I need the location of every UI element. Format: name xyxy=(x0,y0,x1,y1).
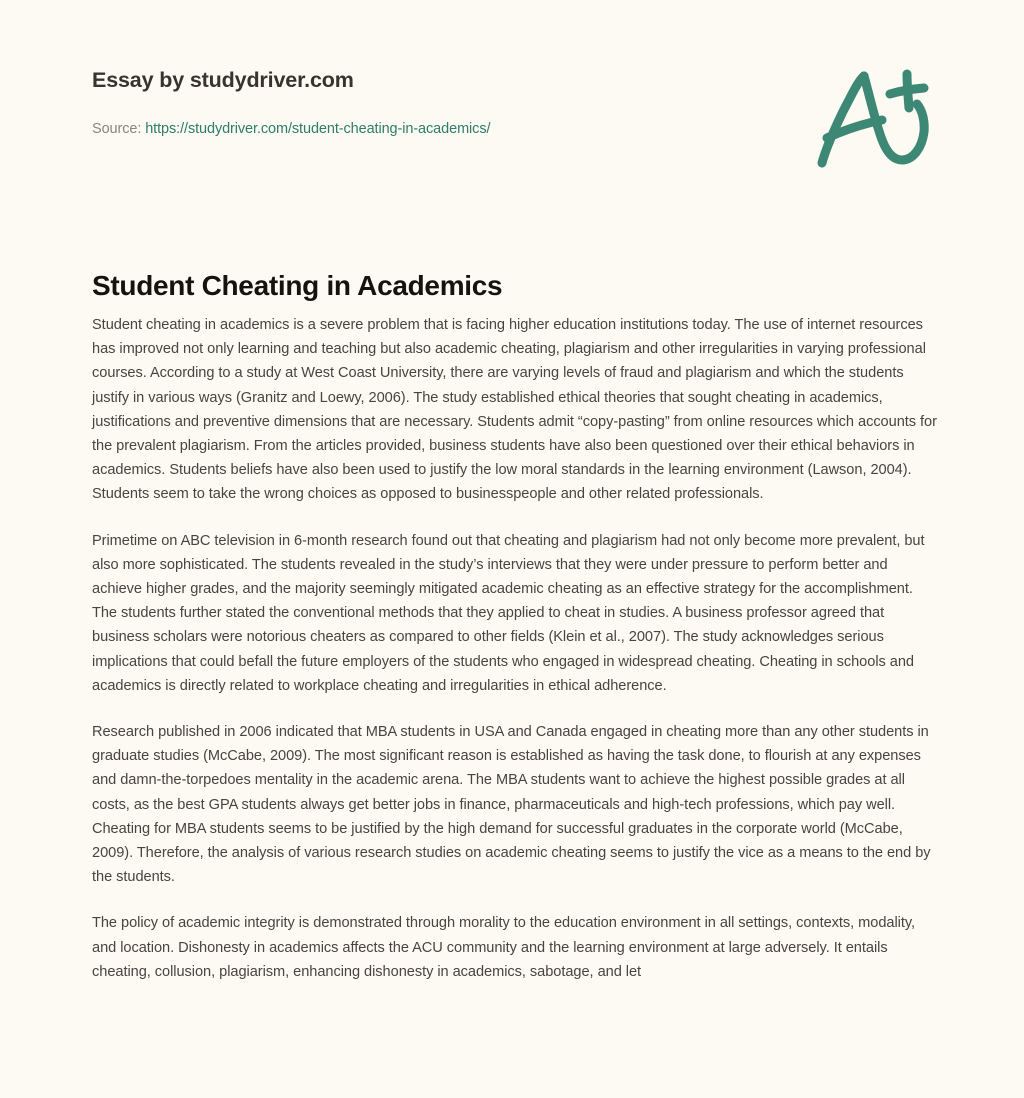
essay-body xyxy=(92,313,938,984)
source-url-link[interactable]: https://studydriver.com/student-cheating-in-academics/ xyxy=(145,121,491,137)
paragraph: Student cheating in academics is a severe problem that is facing higher education institutions today. The use of internet resources has improved not only learning and teaching but also academic cheating, plagiarism and other irregularities in varying professional courses. According to a study at West Coast University, there are varying levels of fraud and plagiarism and which the students justify in various ways (Granitz and Loewy, 2006). The study established ethical theories that sought cheating in academics, justifications and preventive dimensions that are necessary. Students admit “copy-pasting” from online resources which accounts for the prevalent plagiarism. From the articles provided, business students have also been questioned over their ethical behaviors in academics. Students beliefs have also been used to justify the low moral standards in the learning environment (Lawson, 2004). Students seem to take the wrong choices as opposed to businesspeople and other related professionals. xyxy=(92,317,937,503)
source-label: Source: xyxy=(92,121,142,137)
paragraph: The policy of academic integrity is demonstrated through morality to the education environment in all settings, contexts, modality, and location. Dishonesty in academics affects the ACU community and the learning environment at large adversely. It entails cheating, collusion, plagiarism, enhancing dishonesty in academics, sabotage, and let xyxy=(92,915,916,980)
site-heading: Essay by studydriver.com xyxy=(92,68,354,92)
page-title: Student Cheating in Academics xyxy=(92,269,503,301)
a-plus-logo-icon xyxy=(812,68,944,172)
page-header xyxy=(0,0,1024,200)
source-line xyxy=(92,121,490,137)
paragraph: Research published in 2006 indicated that MBA students in USA and Canada engaged in cheating more than any other students in graduate studies (McCabe, 2009). The most significant reason is established as having the task done, to flourish at any expenses and damn-the-torpedoes mentality in the academic arena. The MBA students want to achieve the highest possible grades at all costs, as the best GPA students always get better jobs in finance, pharmaceuticals and high-tech professions, which pay well. Cheating for MBA students seems to be justified by the high demand for successful graduates in the corporate world (McCabe, 2009). Therefore, the analysis of various research studies on academic cheating seems to justify the vice as a means to the end by the students. xyxy=(92,724,931,886)
paragraph: Primetime on ABC television in 6-month research found out that cheating and plagiarism had not only become more prevalent, but also more sophisticated. The students revealed in the study’s interviews that they were under pressure to perform better and achieve higher grades, and the majority seemingly mitigated academic cheating as an effective strategy for the accomplishment. The students further stated the conventional methods that they applied to cheat in studies. A business professor agreed that business scholars were notorious cheaters as compared to other fields (Klein et al., 2007). The study acknowledges serious implications that could befall the future employers of the students who engaged in widespread cheating. Cheating in schools and academics is directly related to workplace cheating and irregularities in ethical adherence. xyxy=(92,532,925,694)
